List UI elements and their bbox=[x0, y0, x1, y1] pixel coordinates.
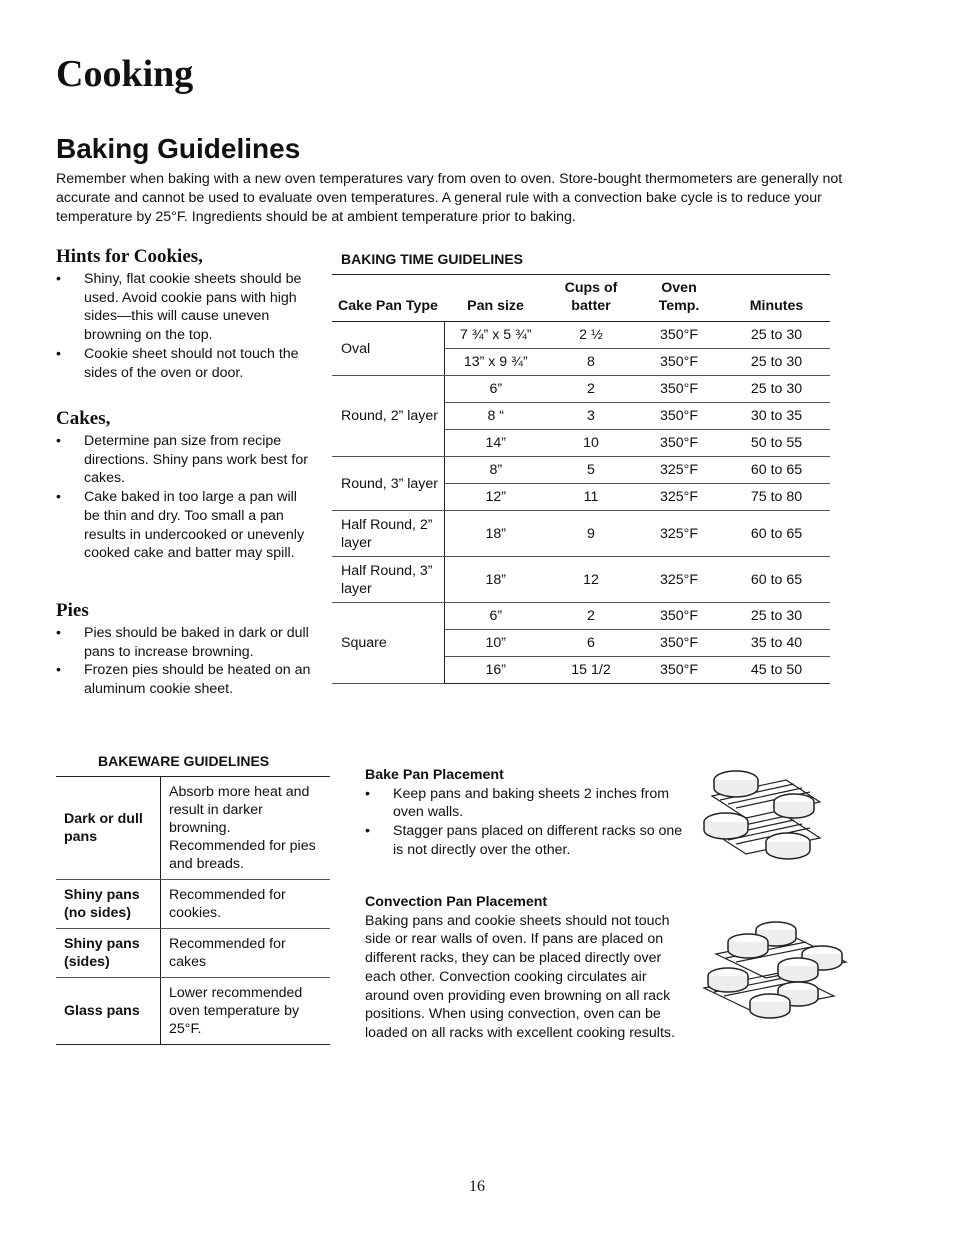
table-cell: 2 bbox=[547, 376, 635, 403]
table-cell: 10 bbox=[547, 430, 635, 457]
pan-type-cell: Half Round, 2” layer bbox=[332, 511, 444, 557]
list-item: • Frozen pies should be heated on an aluminum cookie sheet. bbox=[56, 661, 316, 698]
list-item: • Cookie sheet should not touch the sides of the oven or door. bbox=[56, 345, 316, 382]
list-item: • Keep pans and baking sheets 2 inches from oven walls. bbox=[365, 785, 683, 822]
pan-type-cell: Round, 3” layer bbox=[332, 457, 444, 511]
section-heading: Baking Guidelines bbox=[56, 133, 301, 164]
bakeware-table bbox=[56, 776, 330, 1045]
staggered-pans-illustration bbox=[690, 760, 840, 890]
table-row bbox=[332, 376, 830, 403]
table-cell: 60 to 65 bbox=[723, 557, 830, 603]
pan-type-cell: Square bbox=[332, 603, 444, 684]
table-cell: 325°F bbox=[635, 557, 723, 603]
pan-type-cell: Half Round, 3” layer bbox=[332, 557, 444, 603]
table-cell: 325°F bbox=[635, 484, 723, 511]
list-item: • Determine pan size from recipe directions. Shiny pans work best for cakes. bbox=[56, 432, 316, 488]
table-row bbox=[56, 978, 330, 1045]
table-cell: 8 bbox=[547, 349, 635, 376]
bake-pan-placement-title: Bake Pan Placement bbox=[365, 767, 504, 783]
hints-cookies-title: Hints for Cookies, bbox=[56, 246, 203, 267]
table-cell: 6” bbox=[444, 376, 547, 403]
convection-pan-placement-title: Convection Pan Placement bbox=[365, 894, 548, 910]
table-cell: 8” bbox=[444, 457, 547, 484]
column-header: Pan size bbox=[444, 275, 547, 322]
table-cell: 2 ½ bbox=[547, 322, 635, 349]
table-cell: 3 bbox=[547, 403, 635, 430]
table-cell: 45 to 50 bbox=[723, 657, 830, 684]
intro-paragraph: Remember when baking with a new oven temperatures vary from oven to oven. Store-bought thermometers are generally not accurate and cannot be used to evaluate oven temperatures. A general rule with a convection bake cycle is to reduce your temperature by 25°F. Ingredients should be at ambient temperature prior to baking. bbox=[56, 171, 843, 225]
table-cell: 5 bbox=[547, 457, 635, 484]
table-row bbox=[332, 603, 830, 630]
pan-type-cell: Round, 2” layer bbox=[332, 376, 444, 457]
column-header: Cups of batter bbox=[547, 275, 635, 322]
table-cell: 6 bbox=[547, 630, 635, 657]
table-cell: 25 to 30 bbox=[723, 603, 830, 630]
table-cell: 8 “ bbox=[444, 403, 547, 430]
table-cell: 35 to 40 bbox=[723, 630, 830, 657]
column-header: Minutes bbox=[723, 275, 830, 322]
table-cell: 2 bbox=[547, 603, 635, 630]
table-cell: 350°F bbox=[635, 430, 723, 457]
table-cell: 50 to 55 bbox=[723, 430, 830, 457]
table-cell: 60 to 65 bbox=[723, 511, 830, 557]
table-cell: 12 bbox=[547, 557, 635, 603]
table-row bbox=[332, 557, 830, 603]
table-cell: 9 bbox=[547, 511, 635, 557]
hints-pies bbox=[56, 600, 316, 699]
table-cell: 7 ¾” x 5 ¾” bbox=[444, 322, 547, 349]
table-cell: 350°F bbox=[635, 603, 723, 630]
table-cell: 6” bbox=[444, 603, 547, 630]
table-cell: 10” bbox=[444, 630, 547, 657]
table-row bbox=[56, 929, 330, 978]
convection-pans-illustration bbox=[698, 916, 854, 1036]
bakeware-note: Recommended for cookies. bbox=[161, 880, 331, 929]
list-item: • Shiny, flat cookie sheets should be used. Avoid cookie pans with high sides—this will cause uneven browning on the top. bbox=[56, 270, 316, 345]
hints-cakes bbox=[56, 408, 316, 563]
table-cell: 18” bbox=[444, 557, 547, 603]
table-cell: 350°F bbox=[635, 349, 723, 376]
table-cell: 18” bbox=[444, 511, 547, 557]
table-cell: 350°F bbox=[635, 630, 723, 657]
table-row bbox=[56, 880, 330, 929]
table-cell: 14” bbox=[444, 430, 547, 457]
bakeware-note: Recommended for cakes bbox=[161, 929, 331, 978]
table-cell: 60 to 65 bbox=[723, 457, 830, 484]
table-cell: 25 to 30 bbox=[723, 349, 830, 376]
pan-type-cell: Oval bbox=[332, 322, 444, 376]
bakeware-note: Lower recommended oven temperature by 25°F. bbox=[161, 978, 331, 1045]
table-cell: 25 to 30 bbox=[723, 376, 830, 403]
bakeware-kind: Shiny pans (sides) bbox=[56, 929, 161, 978]
convection-pan-placement-text: Baking pans and cookie sheets should not touch side or rear walls of oven. If pans are placed on different racks, they can be placed directly over each other. Convection cooking circulates air around oven providing even browning on all rack positions. When using convection, oven can be loaded on all racks with excellent cooking results. bbox=[365, 912, 675, 1041]
table-cell: 25 to 30 bbox=[723, 322, 830, 349]
bake-pan-placement bbox=[365, 766, 683, 860]
baking-time-table bbox=[332, 274, 830, 684]
table-cell: 325°F bbox=[635, 457, 723, 484]
table-cell: 350°F bbox=[635, 376, 723, 403]
list-item: • Pies should be baked in dark or dull pans to increase browning. bbox=[56, 624, 316, 661]
bakeware-table-caption: BAKEWARE GUIDELINES bbox=[98, 753, 270, 769]
table-row bbox=[56, 777, 330, 880]
bakeware-kind: Dark or dull pans bbox=[56, 777, 161, 880]
table-cell: 325°F bbox=[635, 511, 723, 557]
table-cell: 15 1/2 bbox=[547, 657, 635, 684]
list-item: • Stagger pans placed on different racks so one is not directly over the other. bbox=[365, 822, 683, 859]
table-cell: 12” bbox=[444, 484, 547, 511]
table-cell: 30 to 35 bbox=[723, 403, 830, 430]
convection-pan-placement bbox=[365, 893, 683, 1043]
table-cell: 350°F bbox=[635, 403, 723, 430]
table-row bbox=[332, 457, 830, 484]
list-item: • Cake baked in too large a pan will be thin and dry. Too small a pan results in undercooked or unevenly cooked cake and batter may spill. bbox=[56, 488, 316, 563]
table-cell: 350°F bbox=[635, 322, 723, 349]
page-title: Cooking bbox=[56, 53, 194, 95]
column-header: Cake Pan Type bbox=[332, 275, 444, 322]
table-row bbox=[332, 322, 830, 349]
baking-table-caption: BAKING TIME GUIDELINES bbox=[341, 251, 524, 267]
column-header: Oven Temp. bbox=[635, 275, 723, 322]
page-number: 16 bbox=[469, 1178, 485, 1195]
bakeware-kind: Glass pans bbox=[56, 978, 161, 1045]
bakeware-kind: Shiny pans (no sides) bbox=[56, 880, 161, 929]
table-cell: 16” bbox=[444, 657, 547, 684]
hints-pies-title: Pies bbox=[56, 600, 89, 621]
table-cell: 350°F bbox=[635, 657, 723, 684]
table-row bbox=[332, 511, 830, 557]
table-cell: 13” x 9 ¾” bbox=[444, 349, 547, 376]
hints-cakes-title: Cakes, bbox=[56, 408, 111, 429]
hints-cookies bbox=[56, 246, 316, 382]
table-cell: 11 bbox=[547, 484, 635, 511]
bakeware-note: Absorb more heat and result in darker browning. Recommended for pies and breads. bbox=[161, 777, 331, 880]
table-cell: 75 to 80 bbox=[723, 484, 830, 511]
